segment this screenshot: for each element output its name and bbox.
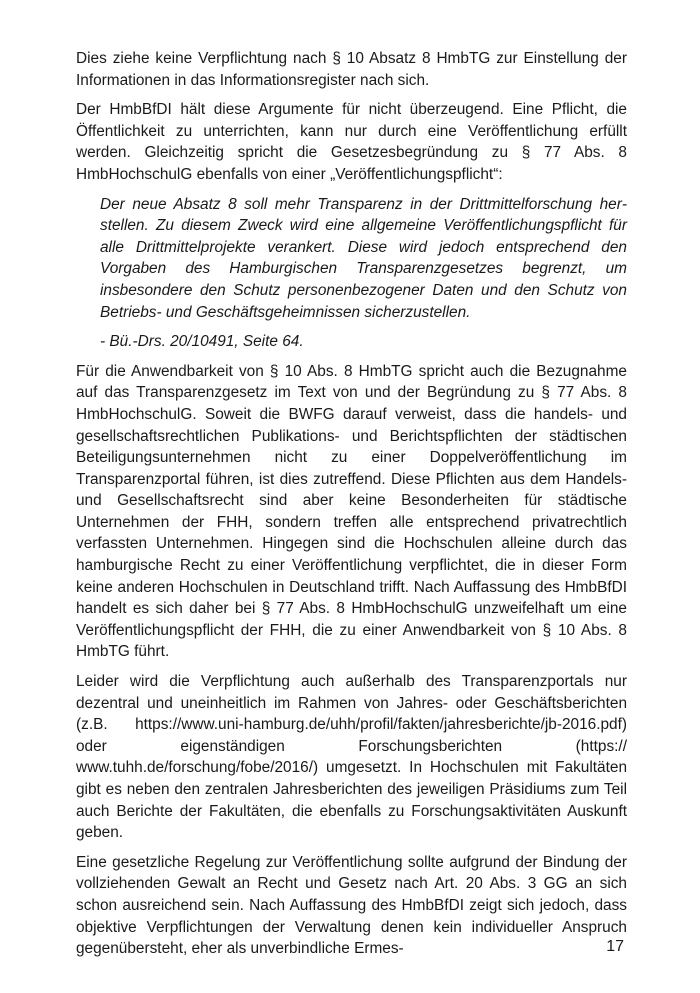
- paragraph: Der HmbBfDI hält diese Argumente für nicht überzeugend. Eine Pflicht, die Öffentlichkeit zu unterrichten, kann nur durch eine Veröffentlichung erfüllt werden. Gleichzeitig spricht die Gesetzesbegründung zu § 77 Abs. 8 HmbHochschulG ebenfalls von einer „Veröffentlichungspflicht“:: [76, 101, 627, 183]
- paragraph: Leider wird die Verpflichtung auch außerhalb des Transparenzportals nur dezentral und uneinheitlich im Rahmen von Jahres- oder Geschäftsberichten (z.B. https://www.uni-hamburg.de/uhh/profil/fakten/jahresberichte/jb-2016.pdf) oder eigenständigen Forschungsberichten (https://​www.tuhh.de/forschung/fobe/2016/) umgesetzt. In Hochschulen mit Fakultäten gibt es neben den zentralen Jahresberichten des jeweiligen Präsidiums zum Teil auch Berichte der Fakultäten, die ebenfalls zu Forschungsaktivitäten Auskunft geben.: [76, 673, 627, 842]
- block-quote: Der neue Absatz 8 soll mehr Transparenz in der Drittmittelforschung herstellen. Zu diesem Zweck wird eine allgemeine Veröffentlichungspflicht für alle Drittmittelprojekte verankert. Diese wird jedoch entsprechend den Vorgaben des Hamburgischen Transparenzgesetzes begrenzt, um insbesondere den Schutz personenbezogener Daten und den Schutz von Betriebs- und Geschäftsgeheimnissen sicherzustellen.: [100, 195, 627, 321]
- paragraph: Dies ziehe keine Verpflichtung nach § 10 Absatz 8 HmbTG zur Einstellung der Informationen in das Informationsregister nach sich.: [76, 50, 627, 89]
- paragraph: Eine gesetzliche Regelung zur Veröffentlichung sollte aufgrund der Bindung der vollziehenden Gewalt an Recht und Gesetz nach Art. 20 Abs. 3 GG an sich schon ausreichend sein. Nach Auffassung des HmbBfDI zeigt sich jedoch, dass objektive Verpflichtungen der Verwaltung denen kein individueller Anspruch gegenübersteht, eher als unverbindliche Ermes-: [76, 853, 627, 958]
- page-number: 17: [606, 938, 624, 955]
- document-page: [76, 48, 627, 968]
- paragraph: Für die Anwendbarkeit von § 10 Abs. 8 HmbTG spricht auch die Bezugnahme auf das Transparenzgesetz im Text von und der Begründung zu § 77 Abs. 8 HmbHochschulG. Soweit die BWFG darauf verweist, dass die handels- und gesellschaftsrechtlichen Publikations- und Berichtspflichten der städtischen Beteiligungsunternehmen nicht zu einer Doppelveröffentlichung im Transparenzportal führen, ist dies zutreffend. Diese Pflichten aus dem Handels- und Gesellschaftsrecht sind aber keine Besonderheiten für städtische Unternehmen der FHH, sondern treffen alle entsprechend privatrechtlich verfassten Unternehmen. Hingegen sind die Hochschulen alleine durch das hamburgische Recht zu einer Veröffentlichung verpflichtet, die in dieser Form keine anderen Hochschulen in Deutschland trifft. Nach Auffassung des HmbBfDI handelt es sich daher bei § 77 Abs. 8 HmbHochschulG unzweifelhaft um eine Veröffentlichungspflicht der FHH, die zu einer Anwendbarkeit von § 10 Abs. 8 HmbTG führt.: [76, 362, 627, 661]
- quote-source: - Bü.-Drs. 20/10491, Seite 64.: [100, 333, 304, 351]
